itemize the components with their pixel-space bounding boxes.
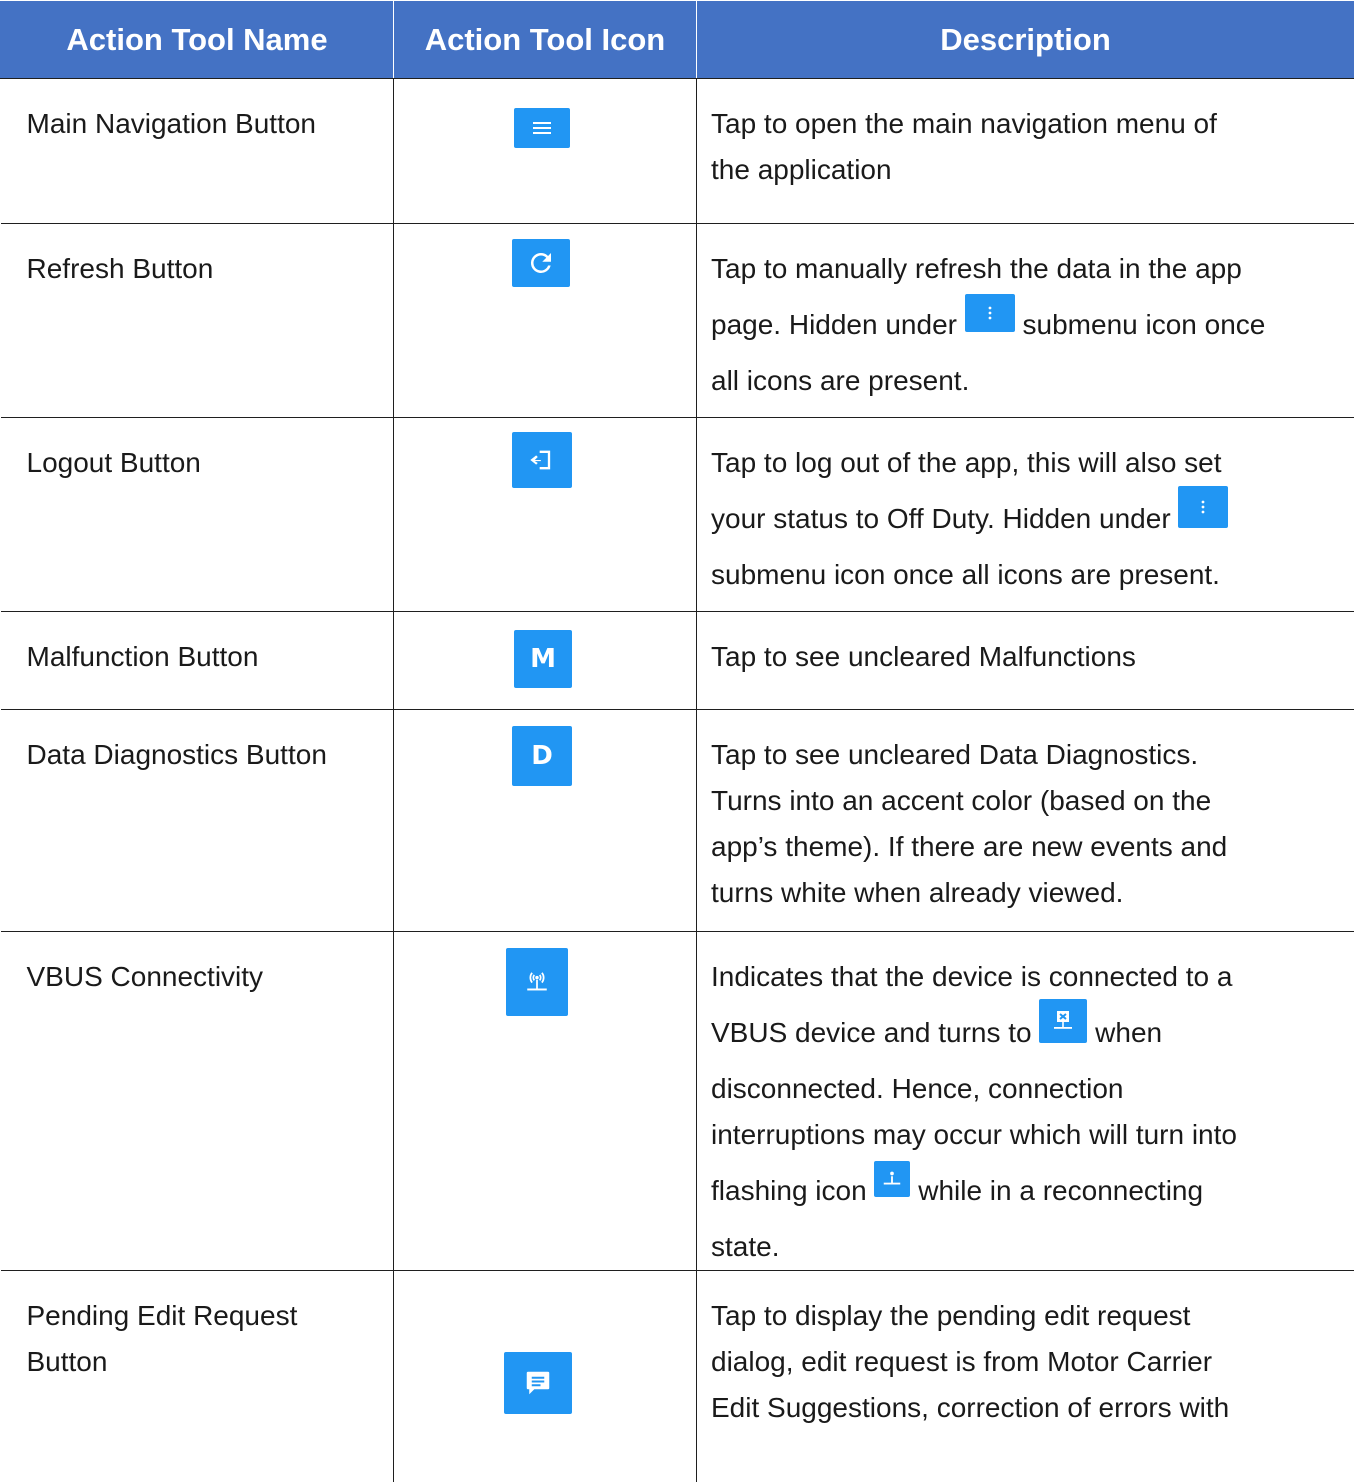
- description-line: Tap to display the pending edit request: [711, 1300, 1191, 1331]
- description-line: Tap to open the main navigation menu of: [711, 108, 1217, 139]
- description-line: Tap to manually refresh the data in the app: [711, 253, 1242, 284]
- tool-name-cell: [1, 418, 394, 612]
- tool-name-cell: [1, 224, 394, 418]
- tool-name-cell: [1, 79, 394, 224]
- description-text: when: [1087, 1017, 1163, 1048]
- header-action-tool-name: Action Tool Name: [1, 1, 394, 79]
- tool-name-cell: [1, 612, 394, 710]
- description-line: [711, 1158, 1341, 1224]
- refresh-icon: [512, 239, 570, 287]
- description-line: Tap to log out of the app, this will also set: [711, 447, 1222, 478]
- description-line: Tap to see uncleared Data Diagnostics.: [711, 739, 1199, 770]
- tool-name: VBUS Connectivity: [26, 961, 264, 992]
- description-line: turns white when already viewed.: [711, 877, 1124, 908]
- description-text: while in a reconnecting: [910, 1175, 1204, 1206]
- description-line: all icons are present.: [711, 365, 970, 396]
- description-line: the application: [711, 154, 892, 185]
- description-line: [711, 292, 1341, 358]
- description-line: Indicates that the device is connected to a: [711, 961, 1233, 992]
- tool-icon-cell: [394, 932, 697, 1271]
- description-text: flashing icon: [711, 1175, 875, 1206]
- table-row: [1, 710, 1354, 932]
- tool-icon-cell: [394, 710, 697, 932]
- logout-icon: [512, 432, 572, 488]
- vbus-disconnected-icon: [1039, 999, 1087, 1043]
- header-description: Description: [697, 1, 1354, 79]
- description-line: Turns into an accent color (based on the: [711, 785, 1212, 816]
- table-row: [1, 79, 1354, 224]
- tool-description-cell: [697, 224, 1354, 418]
- description-text: page. Hidden under: [711, 309, 965, 340]
- tool-name-cell: [1, 710, 394, 932]
- description-line: Edit Suggestions, correction of errors with: [711, 1392, 1230, 1423]
- tool-name: Malfunction Button: [26, 641, 259, 672]
- header-action-tool-icon: Action Tool Icon: [394, 1, 697, 79]
- data-diagnostics-d-icon: D: [512, 726, 572, 786]
- description-line: dialog, edit request is from Motor Carrier: [711, 1346, 1213, 1377]
- table-row: [1, 418, 1354, 612]
- table-row: [1, 612, 1354, 710]
- description-line: submenu icon once all icons are present.: [711, 559, 1220, 590]
- table-header-row: [1, 1, 1354, 79]
- description-line: Tap to see uncleared Malfunctions: [711, 641, 1136, 672]
- tool-name: Data Diagnostics Button: [26, 739, 327, 770]
- tool-description-cell: [697, 418, 1354, 612]
- tool-name: Refresh Button: [26, 253, 214, 284]
- tool-description-cell: [697, 710, 1354, 932]
- description-text: your status to Off Duty. Hidden under: [711, 503, 1179, 534]
- description-line: app’s theme). If there are new events and: [711, 831, 1228, 862]
- pending-edit-request-icon: [504, 1352, 572, 1414]
- table-row: [1, 224, 1354, 418]
- tool-name: Logout Button: [26, 447, 201, 478]
- tool-description-cell: [697, 79, 1354, 224]
- hamburger-menu-icon: [514, 108, 570, 148]
- tool-name: Main Navigation Button: [26, 108, 317, 139]
- vbus-connected-icon: [506, 948, 568, 1016]
- description-line: interruptions may occur which will turn into: [711, 1119, 1237, 1150]
- tool-name-cell: [1, 1271, 394, 1482]
- tool-icon-cell: [394, 224, 697, 418]
- description-text: submenu icon once: [1014, 309, 1266, 340]
- description-line: [711, 486, 1341, 552]
- submenu-dots-icon: [965, 294, 1015, 332]
- submenu-dots-icon: [1178, 486, 1228, 528]
- tool-icon-cell: [394, 418, 697, 612]
- tool-name: Pending Edit Request: [26, 1300, 298, 1331]
- tool-description-cell: [697, 932, 1354, 1271]
- tool-description-cell: [697, 1271, 1354, 1482]
- description-line: [711, 1000, 1341, 1066]
- vbus-reconnecting-icon: [874, 1161, 910, 1197]
- table-row: [1, 1271, 1354, 1482]
- description-line: state.: [711, 1231, 780, 1262]
- tool-name-cell: [1, 932, 394, 1271]
- tool-icon-cell: [394, 1271, 697, 1482]
- tool-name: Button: [26, 1346, 108, 1377]
- table-row: [1, 932, 1354, 1271]
- tool-icon-cell: [394, 612, 697, 710]
- malfunction-m-icon: M: [514, 630, 572, 688]
- tool-icon-cell: [394, 79, 697, 224]
- description-text: VBUS device and turns to: [711, 1017, 1040, 1048]
- description-line: disconnected. Hence, connection: [711, 1073, 1124, 1104]
- tool-description-cell: [697, 612, 1354, 710]
